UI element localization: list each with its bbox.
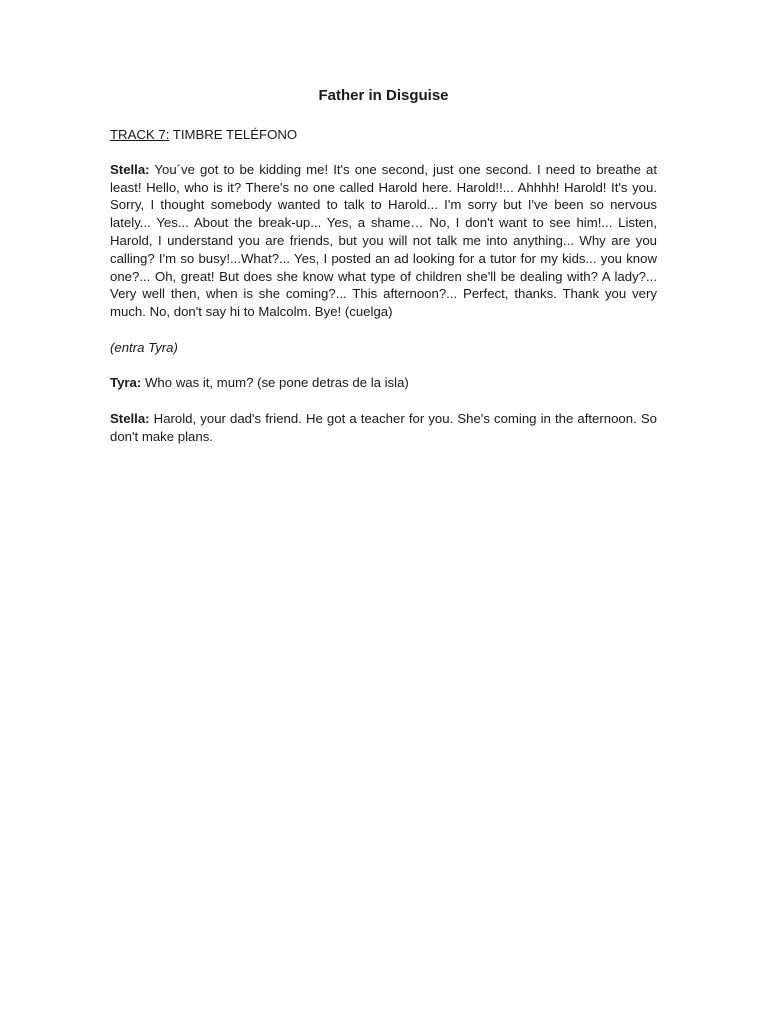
speaker-name: Stella: [110,161,150,177]
dialogue-text: Harold, your dad's friend. He got a teacher for you. She's coming in the afternoon. So don't make plans. [110,410,657,444]
track-label: TRACK 7: [110,127,170,142]
document-body [110,86,657,463]
dialogue-text: You´ve got to be kidding me! It's one second, just one second. I need to breathe at least! Hello, who is it? There's no one called Harold here. Harold!!... Ahhhh! Harold! It's you. Sorry, I thought somebody wanted to talk to Harold... I'm sorry but I've been so nervous lately... Yes... About the break-up... Yes, a shame… No, I don't want to see him!... Listen, Harold, I understand you are friends, but you will not talk me into anything... Why are you calling? I'm so busy!...What?... Yes, I posted an ad looking for a tutor for my kids... you know one?... Oh, great! But does she know what type of children she'll be dealing with? A lady?... Very well then, when is she coming?... This afternoon?... Perfect, thanks. Thank you very much. No, don't say hi to Malcolm. Bye! (cuelga) [110,161,657,320]
track-line [110,126,657,144]
speaker-name: Stella: [110,410,150,426]
stage-direction: (entra Tyra) [110,339,178,355]
dialogue-line [110,161,657,321]
track-text: TIMBRE TELÉFONO [169,127,298,142]
dialogue-line [110,374,657,392]
document-title: Father in Disguise [318,87,449,104]
dialogue-text: Who was it, mum? (se pone detras de la isla) [141,375,409,391]
dialogue-line [110,410,657,446]
speaker-name: Tyra: [110,375,142,391]
